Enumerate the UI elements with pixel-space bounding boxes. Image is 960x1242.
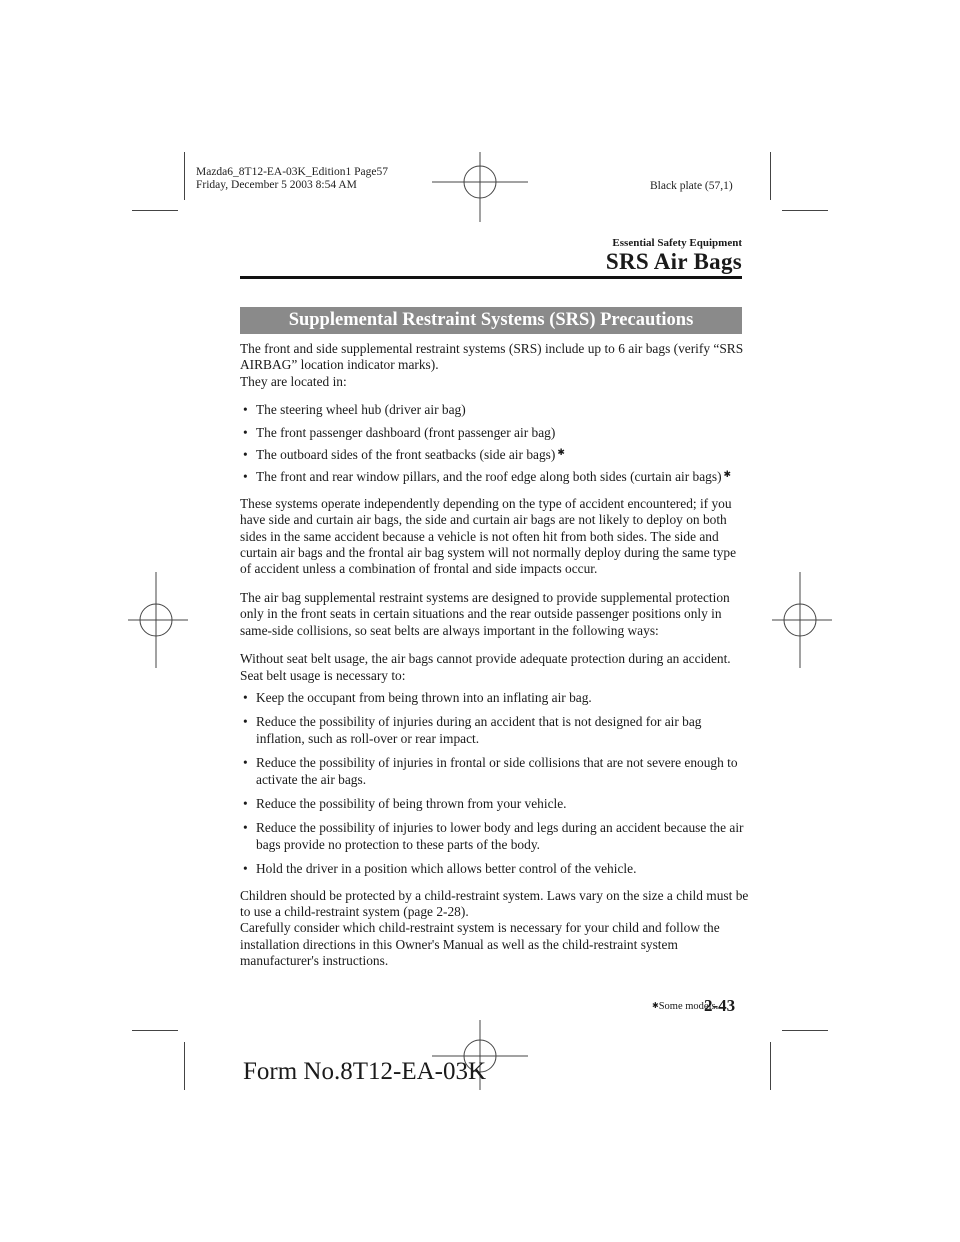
list-item: • The steering wheel hub (driver air bag): [243, 402, 466, 418]
registration-mark-top: [432, 152, 528, 222]
list-item-text: The front passenger dashboard (front passenger air bag): [256, 424, 556, 440]
crop-mark: [770, 1042, 771, 1090]
children-paragraph-2: [240, 920, 750, 969]
crop-mark: [132, 1030, 178, 1031]
designed-paragraph: The air bag supplemental restraint systems are designed to provide supplemental protection only in the front seats in certain situations and the rear outside passenger positions only in same-side collisions, so seat belts are always important in the following ways:: [240, 589, 730, 638]
list-item: • Keep the occupant from being thrown into an inflating air bag.: [243, 689, 592, 705]
plate-label: Black plate (57,1): [650, 180, 733, 192]
crop-mark: [184, 1042, 185, 1090]
intro-located-text: They are located in:: [240, 373, 347, 389]
section-banner: Supplemental Restraint Systems (SRS) Precautions: [240, 307, 742, 334]
list-item: • The front and rear window pillars, and the roof edge along both sides (curtain air bags) ✱: [243, 469, 732, 485]
list-item-text: The steering wheel hub (driver air bag): [256, 402, 466, 418]
list-item: • The outboard sides of the front seatbacks (side air bags) ✱: [243, 447, 565, 463]
crop-mark: [782, 1030, 828, 1031]
footnote-text: Some models.: [658, 1001, 719, 1012]
print-job-timestamp: Friday, December 5 2003 8:54 AM: [196, 179, 357, 191]
children-text-2: Carefully consider which child-restraint system is necessary for your child and follow the installation directions in this Owner's Manual as well as the child-restraint system manufacturer's instructions.: [240, 920, 720, 969]
list-item: • Reduce the possibility of being thrown from your vehicle.: [243, 795, 567, 811]
list-item: • Hold the driver in a position which allows better control of the vehicle.: [243, 861, 637, 877]
list-item: • The front passenger dashboard (front passenger air bag): [243, 424, 556, 440]
intro-located: [240, 374, 750, 390]
children-paragraph: [240, 888, 750, 921]
print-job-info: [196, 166, 388, 192]
intro-paragraph: [240, 341, 750, 374]
crop-mark: [782, 210, 828, 211]
registration-mark-left: [128, 572, 188, 668]
crop-mark: [770, 152, 771, 200]
list-item-text: Reduce the possibility of injuries to lower body and legs during an accident because the air bags provide no protection to these parts of the body.: [256, 820, 744, 852]
without-seatbelt-paragraph: Without seat belt usage, the air bags cannot provide adequate protection during an accident. Seat belt usage is necessary to:: [240, 651, 731, 683]
crop-mark: [132, 210, 178, 211]
print-job-filename: Mazda6_8T12-EA-03K_Edition1 Page57: [196, 166, 388, 178]
seatbelt-usage-list: [240, 690, 750, 878]
list-item-text: The outboard sides of the front seatbacks (side air bags): [256, 447, 556, 463]
list-item-text: Reduce the possibility of being thrown from your vehicle.: [256, 795, 567, 811]
list-item: • Reduce the possibility of injuries to lower body and legs during an accident because the air bags provide no protection to these parts of the body.: [243, 820, 744, 852]
header-rule: [240, 276, 742, 279]
section-label: Essential Safety Equipment: [612, 237, 742, 249]
list-item-text: The front and rear window pillars, and the roof edge along both sides (curtain air bags): [256, 469, 722, 485]
page-number: 2-43: [704, 996, 736, 1015]
main-content: [240, 341, 750, 980]
registration-mark-right: [772, 572, 832, 668]
list-item-text: Hold the driver in a position which allows better control of the vehicle.: [256, 861, 637, 877]
crop-mark: [184, 152, 185, 200]
children-text: Children should be protected by a child-restraint system. Laws vary on the size a child must be to use a child-restraint system (page 2-28).: [240, 887, 749, 919]
footnote-star-icon: ✱: [652, 1001, 659, 1010]
list-item: • Reduce the possibility of injuries in frontal or side collisions that are not severe enough to activate the air bags.: [243, 755, 738, 787]
form-number: Form No.8T12-EA-03K: [243, 1058, 487, 1085]
list-item-text: Keep the occupant from being thrown into an inflating air bag.: [256, 689, 592, 705]
intro-text: The front and side supplemental restraint systems (SRS) include up to 6 air bags (verify “SRS AIRBAG” location indicator marks).: [240, 341, 744, 373]
independent-paragraph: These systems operate independently depending on the type of accident encountered; if you have side and curtain air bags, the side and curtain air bags are not likely to deploy on both sides in the same accident because a vehicle is not often hit from both sides. The side and curtain air bags and the frontal air bag system will not normally deploy during the same type of accident unless a combination of frontal and side impacts occur.: [240, 495, 737, 577]
page-title: SRS Air Bags: [605, 249, 742, 274]
list-item-text: Reduce the possibility of injuries during an accident that is not designed for air bag inflation, such as roll-over or rear impact.: [256, 714, 702, 746]
list-item-text: Reduce the possibility of injuries in frontal or side collisions that are not severe enough to activate the air bags.: [256, 755, 738, 787]
footnote-star-icon: ✱: [557, 447, 565, 458]
footnote-star-icon: ✱: [723, 469, 732, 480]
list-item: • Reduce the possibility of injuries during an accident that is not designed for air bag inflation, such as roll-over or rear impact.: [243, 714, 702, 746]
airbag-locations-list: [240, 402, 750, 486]
